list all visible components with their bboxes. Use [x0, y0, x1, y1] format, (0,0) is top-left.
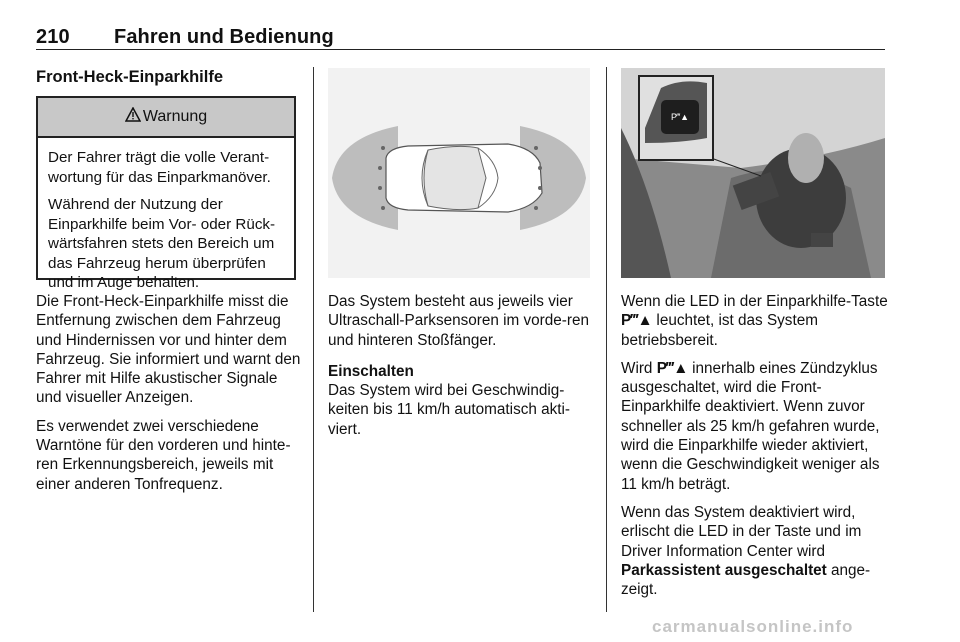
console-photo — [621, 68, 885, 278]
subheading-einschalten: Einschalten — [328, 362, 414, 380]
warning-title: Warnung — [142, 108, 208, 125]
column-2-text — [328, 292, 593, 448]
warning-box — [36, 96, 296, 291]
parking-assist-icon: P‴▲ — [656, 359, 688, 377]
section-title: Front-Heck-Einparkhilfe — [36, 68, 224, 86]
paragraph: Die Front-Heck-Einparkhilfe misst die Entfernung zwischen dem Fahrzeug und Hindernissen vor und hinter dem Fahrzeug. Sie informiert und warnt den Fahrer mit Hilfe akustischer Signale und visueller Anzeigen. — [36, 293, 301, 407]
button-label: P‴▲ — [670, 112, 690, 122]
paragraph: Es verwendet zwei verschiedene Warntöne für den vorderen und hinte-ren Erkennungsbereich, jeweils mit einer anderen Tonfrequenz. — [36, 417, 291, 493]
gear-knob — [788, 133, 824, 183]
car-top-view — [386, 144, 542, 212]
page-number: 210 — [36, 26, 70, 48]
column-divider — [606, 67, 607, 612]
paragraph: Wenn das System deaktiviert wird, erlischt die LED in der Taste und im Driver Information Center wird Parkassistent ausgeschaltet ange-zeigt. — [621, 503, 871, 599]
paragraph: Das System besteht aus jeweils vier Ultraschall-Parksensoren im vorde-ren und hinteren Stoßfänger. — [328, 293, 589, 349]
warning-text: Der Fahrer trägt die volle Verant-wortung für das Einparkmanöver. — [48, 149, 271, 186]
header-rule — [36, 49, 885, 50]
column-divider — [313, 67, 314, 612]
paragraph: Wird P‴▲ innerhalb eines Zündzyklus ausgeschaltet, wird die Front-Einparkhilfe deaktiviert. Wenn zuvor schneller als 25 km/h gefahren wurde, wird die Einparkhilfe wieder aktiviert, wenn die Geschwindigkeit weniger als 11 km/h beträgt. — [621, 359, 880, 493]
page-header — [36, 26, 334, 49]
warning-header — [38, 98, 294, 138]
warning-triangle-icon — [125, 107, 141, 127]
column-1-text — [36, 292, 301, 503]
paragraph: Wenn die LED in der Einparkhilfe-Taste P‴▲ leuchtet, ist das System betriebsbereit. — [621, 293, 888, 349]
chapter-title: Fahren und Bedienung — [114, 26, 334, 48]
parking-sensor-illustration — [328, 68, 590, 278]
warning-text: Während der Nutzung der Einparkhilfe beim Vor- oder Rück-wärtsfahren stets den Bereich um das Fahrzeug herum überprüfen und im Auge behalten. — [48, 196, 276, 291]
parking-assist-icon: P‴▲ — [621, 312, 653, 330]
column-3-text — [621, 292, 891, 608]
watermark: carmanualsonline.info — [652, 617, 854, 636]
paragraph: Das System wird bei Geschwindig-keiten bis 11 km/h automatisch akti-viert. — [328, 382, 571, 438]
